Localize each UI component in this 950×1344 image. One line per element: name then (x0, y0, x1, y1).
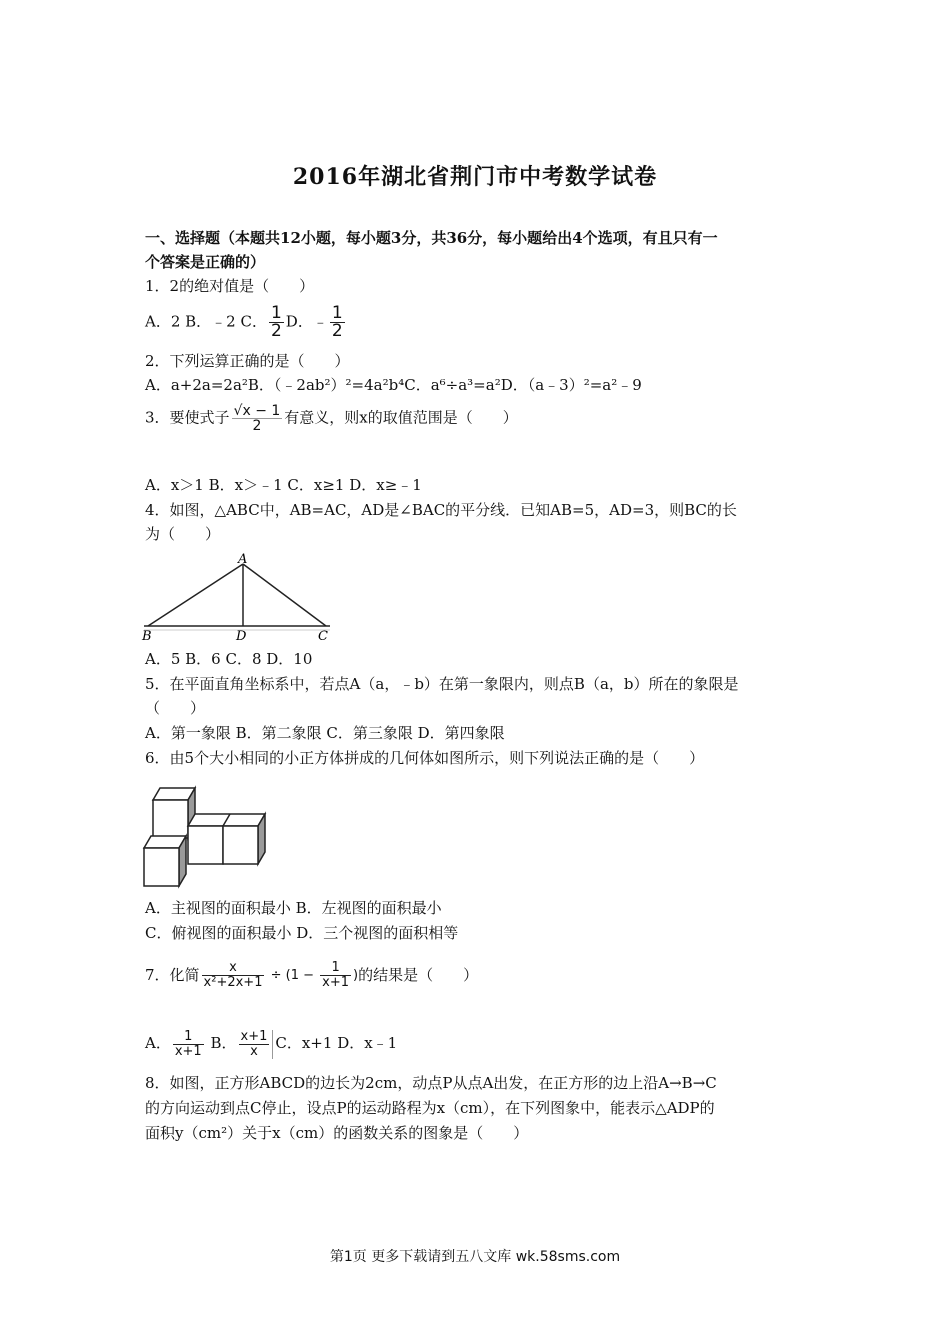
label-c: C (318, 629, 328, 644)
q1-option-c-fraction: $\frac{1}{2}$ (270, 303, 282, 341)
cube-front-face (223, 826, 258, 864)
q6-stem: 6．由5个大小相同的小正方体拼成的几何体如图所示，则下列说法正确的是（ ） (145, 749, 705, 767)
q3-expression: $\frac{√x - 1}{2}$ (233, 403, 281, 434)
q6-options-cd: C．俯视图的面积最小 D．三个视图的面积相等 (145, 924, 459, 942)
q1-options (145, 305, 347, 340)
q7-option-b-fraction: $\frac{x+1}{x}$ (239, 1030, 274, 1059)
q5-stem: 5．在平面直角坐标系中，若点A（a，﹣b）在第一象限内，则点B（a，b）所在的象限是 (145, 675, 739, 693)
cubes-figure (140, 776, 270, 890)
cube-front-face (144, 848, 179, 886)
q8-stem-3: 面积y（cm²）关于x（cm）的函数关系的图象是（ ） (145, 1124, 529, 1142)
page-footer: 第1页 更多下载请到五八文库 wk.58sms.com (329, 1249, 621, 1265)
q6-options-ab: A．主视图的面积最小 B．左视图的面积最小 (145, 899, 442, 917)
q1-option-d: D．﹣ (285, 312, 328, 331)
q8-stem-2: 的方向运动到点C停止，设点P的运动路程为x（cm），在下列图象中，能表示△ADP的 (145, 1099, 715, 1117)
cube-front-face (153, 800, 188, 838)
q4-stem-cont: 为（ ） (145, 525, 221, 543)
label-a: A (238, 552, 248, 567)
q1-stem: 1．2的绝对值是（ ） (145, 277, 315, 295)
side-ac (243, 564, 326, 626)
triangle-figure (140, 552, 340, 644)
page-title: 2016年湖北省荆门市中考数学试卷 (292, 164, 658, 190)
q8-stem-1: 8．如图，正方形ABCD的边长为2cm，动点P从点A出发，在正方形的边上沿A→B→C (145, 1074, 717, 1092)
q1-option-ab: A．2 B．﹣2 C． (145, 312, 267, 331)
q5-options: A．第一象限 B．第二象限 C．第三象限 D．第四象限 (145, 724, 505, 742)
q2-stem: 2．下列运算正确的是（ ） (145, 352, 350, 370)
label-d: D (236, 629, 247, 644)
side-ab (148, 564, 243, 626)
q3-options: A．x＞1 B．x＞﹣1 C．x≥1 D．x≥﹣1 (145, 476, 422, 494)
label-b: B (142, 629, 152, 644)
q7-stem: 7．化简 $\frac{x}{\text{x²+2x+1}}$ ÷ (1 − $\frac{1}{x+1}$ )的结果是（ ） (145, 960, 479, 990)
section-heading: 一、选择题（本题共12小题，每小题3分，共36分，每小题给出4个选项，有且只有一 (145, 229, 718, 247)
q7-option-a-fraction: $\frac{1}{x+1}$ (174, 1028, 202, 1059)
q7-expression: $\frac{x}{\text{x²+2x+1}}$ ÷ (1 − $\frac{1}{x+1}$ ) (203, 960, 359, 990)
cube-front-face (188, 826, 223, 864)
q2-options: A．a+2a=2a²B．（﹣2ab²）²=4a²b⁴C．a⁶÷a³=a²D．（a﹣3）²=a²﹣9 (145, 376, 642, 394)
q4-options: A．5 B．6 C．8 D．10 (145, 650, 313, 668)
q3-stem: 3．要使式子 $\frac{√x - 1}{2}$ 有意义，则x的取值范围是（ ） (145, 403, 518, 434)
q4-stem: 4．如图，△ABC中，AB=AC，AD是∠BAC的平分线．已知AB=5，AD=3，则BC的长 (145, 501, 737, 519)
q7-options: A． $\frac{1}{x+1}$ B． $\frac{x+1}{x}$ C．x+1 D．x﹣1 (145, 1028, 398, 1059)
q1-option-d-fraction: $\frac{1}{2}$ (331, 303, 343, 341)
q5-stem-cont: （ ） (145, 699, 206, 717)
section-heading-cont: 个答案是正确的） (145, 253, 266, 271)
